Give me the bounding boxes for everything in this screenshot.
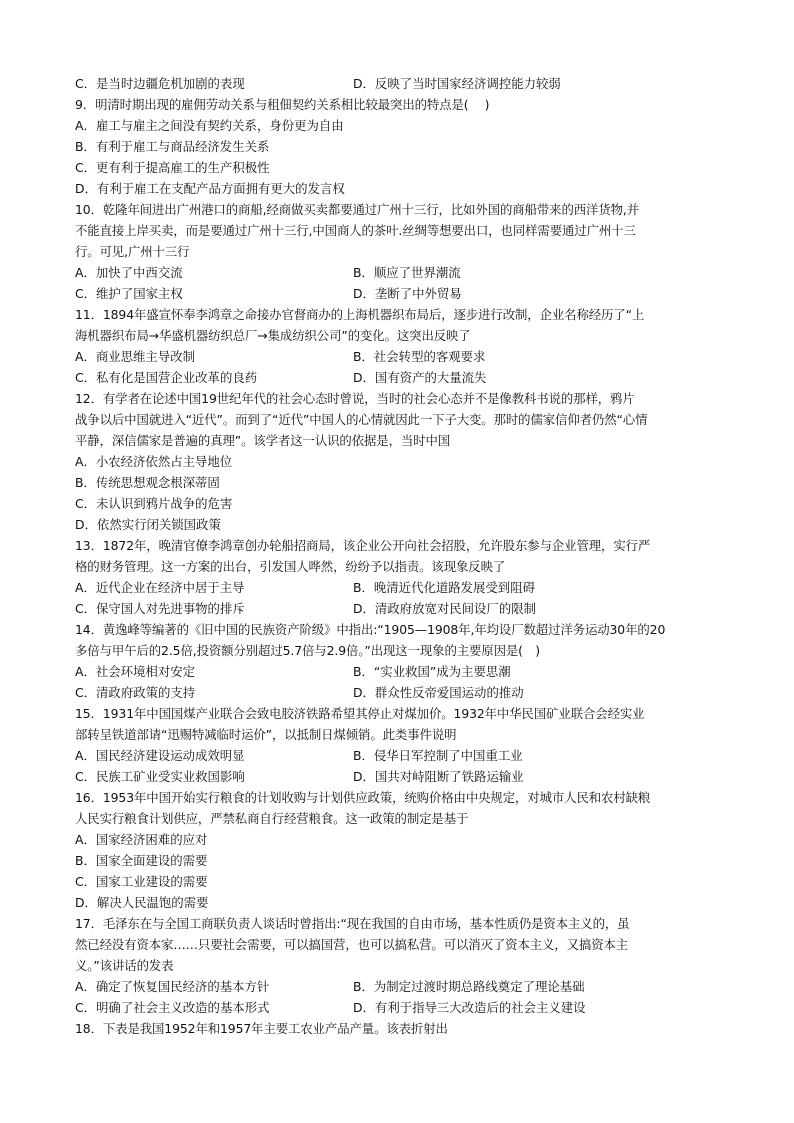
q10-stem-line-2: 不能直接上岸买卖，而是要通过广州十三行,中国商人的茶叶.丝绸等想要出口，也同样需要通过广州十三: [75, 223, 636, 238]
q14-option-a[interactable]: A．社会环境相对安定: [75, 664, 195, 679]
q9-option-b[interactable]: B．有利于雇工与商品经济发生关系: [75, 139, 270, 154]
q16-option-d[interactable]: D．解决人民温饱的需要: [75, 895, 209, 910]
q14-stem-line-1: 14．黄逸峰等编著的《旧中国的民族资产阶级》中指出:“1905—1908年,年均设厂数超过洋务运动30年的20: [75, 622, 666, 637]
q8-option-d[interactable]: D．反映了当时国家经济调控能力较弱: [353, 76, 561, 91]
q11-option-b[interactable]: B．社会转型的客观要求: [353, 349, 486, 364]
q14-option-c[interactable]: C．清政府政策的支持: [75, 685, 196, 700]
q14-stem-line-2: 多倍与甲午后的2.5倍,投资额分别超过5.7倍与2.9倍。”出现这一现象的主要原因是( ): [75, 643, 540, 658]
q17-option-b[interactable]: B．为制定过渡时期总路线奠定了理论基础: [353, 979, 585, 994]
q12-stem-line-1: 12．有学者在论述中国19世纪年代的社会心态时曾说，当时的社会心态并不是像教科书说的那样，鸦片: [75, 391, 635, 406]
q15-option-a[interactable]: A．国民经济建设运动成效明显: [75, 748, 245, 763]
q15-option-b[interactable]: B．侵华日军控制了中国重工业: [353, 748, 523, 763]
q10-stem-line-3: 行。可见,广州十三行: [75, 244, 190, 259]
q15-option-c[interactable]: C．民族工矿业受实业救国影响: [75, 769, 245, 784]
q10-option-a[interactable]: A．加快了中西交流: [75, 265, 183, 280]
q11-options-row-1: [75, 346, 725, 367]
q13-stem-line-1: 13．1872年，晚清官僚李鸿章创办轮船招商局，该企业公开向社会招股，允许股东参与企业管理，实行严: [75, 538, 651, 553]
q10-stem-line-1: 10．乾隆年间进出广州港口的商船,经商做买卖都要通过广州十三行，比如外国的商船带来的西洋货物,并: [75, 202, 640, 217]
q15-stem-line-2: 部转呈铁道部请“迅赐特减临时运价”，以抵制日煤倾销。此类事件说明: [75, 727, 457, 742]
q12-option-a[interactable]: A．小农经济依然占主导地位: [75, 454, 233, 469]
q12-stem-line-3: 平静，深信儒家是普遍的真理”。该学者这一认识的依据是，当时中国: [75, 433, 451, 448]
q17-option-a[interactable]: A．确定了恢复国民经济的基本方针: [75, 979, 270, 994]
q8-options-row: [75, 73, 725, 94]
q11-options-row-2: [75, 367, 725, 388]
q14-options-row-2: [75, 682, 725, 703]
q16-option-c[interactable]: C．国家工业建设的需要: [75, 874, 208, 889]
q17-option-c[interactable]: C．明确了社会主义改造的基本形式: [75, 1000, 270, 1015]
q17-option-d[interactable]: D．有利于指导三大改造后的社会主义建设: [353, 1000, 586, 1015]
exam-page: [75, 73, 725, 1039]
q15-option-d[interactable]: D．国共对峙阻断了铁路运输业: [353, 769, 524, 784]
q14-option-b[interactable]: B．“实业救国”成为主要思潮: [353, 664, 511, 679]
q13-option-d[interactable]: D．清政府放宽对民间设厂的限制: [353, 601, 537, 616]
q11-stem-line-1: 11．1894年盛宣怀奉李鸿章之命接办官督商办的上海机器织布局后，逐步进行改制，企业名称经历了“上: [75, 307, 645, 322]
q10-option-c[interactable]: C．维护了国家主权: [75, 286, 183, 301]
q17-options-row-1: [75, 976, 725, 997]
q16-stem-line-1: 16．1953年中国开始实行粮食的计划收购与计划供应政策，统购价格由中央规定，对城市人民和农村缺粮: [75, 790, 651, 805]
q16-stem-line-2: 人民实行粮食计划供应，严禁私商自行经营粮食。这一政策的制定是基于: [75, 811, 469, 826]
q15-options-row-2: [75, 766, 725, 787]
q17-stem-line-2: 然已经没有资本家……只要社会需要，可以搞国营，也可以搞私营。可以消灭了资本主义，又搞资本主: [75, 937, 629, 952]
q16-option-a[interactable]: A．国家经济困难的应对: [75, 832, 208, 847]
q12-stem-line-2: 战争以后中国就进入“近代”。而到了“近代”中国人的心情就因此一下子大变。那时的儒家信仰者仍然“心情: [75, 412, 648, 427]
q11-stem-line-2: 海机器织布局→华盛机器纺织总厂→集成纺织公司”的变化。这突出反映了: [75, 328, 471, 343]
q13-option-b[interactable]: B．晚清近代化道路发展受到阻碍: [353, 580, 535, 595]
q9-stem: 9．明清时期出现的雇佣劳动关系与租佃契约关系相比较最突出的特点是( ): [75, 97, 490, 112]
q10-options-row-1: [75, 262, 725, 283]
q14-option-d[interactable]: D．群众性反帝爱国运动的推动: [353, 685, 524, 700]
q17-stem-line-1: 17．毛泽东在与全国工商联负责人谈话时曾指出:“现在我国的自由市场，基本性质仍是资本主义的，虽: [75, 916, 630, 931]
q13-options-row-1: [75, 577, 725, 598]
q12-option-d[interactable]: D．依然实行闭关锁国政策: [75, 517, 221, 532]
q9-option-d[interactable]: D．有利于雇工在支配产品方面拥有更大的发言权: [75, 181, 345, 196]
q10-options-row-2: [75, 283, 725, 304]
q10-option-d[interactable]: D．垄断了中外贸易: [353, 286, 462, 301]
q9-option-a[interactable]: A．雇工与雇主之间没有契约关系，身份更为自由: [75, 118, 344, 133]
q9-option-c[interactable]: C．更有利于提高雇工的生产积极性: [75, 160, 270, 175]
q12-option-c[interactable]: C．未认识到鸦片战争的危害: [75, 496, 233, 511]
q17-options-row-2: [75, 997, 725, 1018]
q13-option-c[interactable]: C．保守国人对先进事物的排斥: [75, 601, 245, 616]
q13-options-row-2: [75, 598, 725, 619]
q8-option-c[interactable]: C．是当时边疆危机加剧的表现: [75, 76, 245, 91]
q18-stem: 18．下表是我国1952年和1957年主要工农业产品产量。该表折射出: [75, 1021, 448, 1036]
q15-stem-line-1: 15．1931年中国国煤产业联合会致电胶济铁路希望其停止对煤加价。1932年中华民国矿业联合会经实业: [75, 706, 645, 721]
q11-option-a[interactable]: A．商业思维主导改制: [75, 349, 195, 364]
q15-options-row-1: [75, 745, 725, 766]
q12-option-b[interactable]: B．传统思想观念根深蒂固: [75, 475, 220, 490]
q13-option-a[interactable]: A．近代企业在经济中居于主导: [75, 580, 245, 595]
q11-option-d[interactable]: D．国有资产的大量流失: [353, 370, 487, 385]
q10-option-b[interactable]: B．顺应了世界潮流: [353, 265, 461, 280]
q16-option-b[interactable]: B．国家全面建设的需要: [75, 853, 208, 868]
q17-stem-line-3: 义。”该讲话的发表: [75, 958, 174, 973]
q14-options-row-1: [75, 661, 725, 682]
q13-stem-line-2: 格的财务管理。这一方案的出台，引发国人哗然，纷纷予以指责。该现象反映了: [75, 559, 506, 574]
q11-option-c[interactable]: C．私有化是国营企业改革的良药: [75, 370, 258, 385]
